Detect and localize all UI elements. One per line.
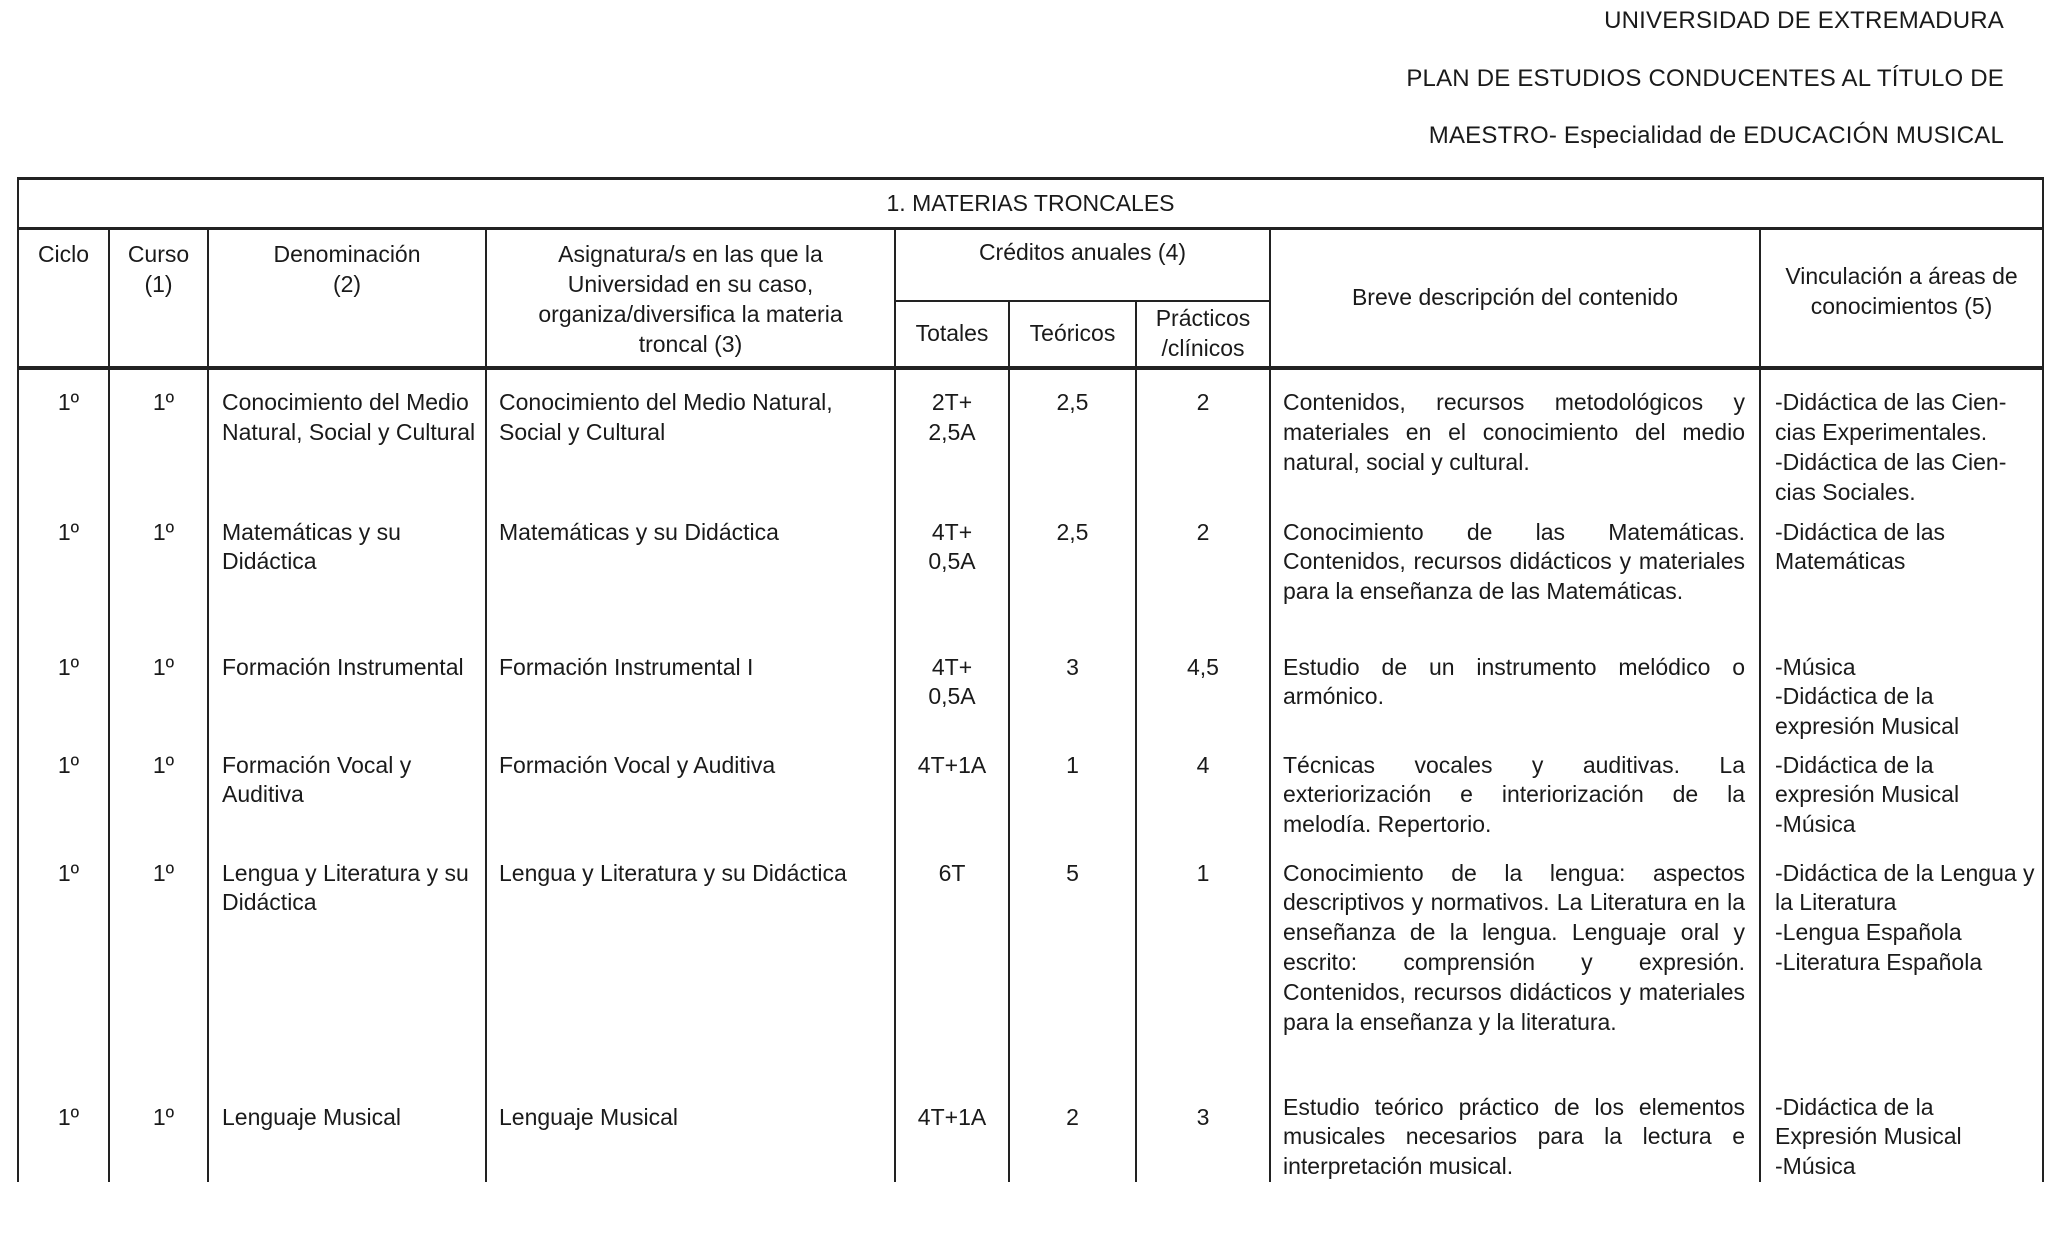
cell-asignatura: Lengua y Literatura y su Didáctica [486, 849, 895, 1083]
cell-curso: 1º [109, 508, 208, 643]
cell-descripcion: Contenidos, recursos metodológicos y materiales en el conocimiento del medio natural, social y cultural. [1270, 368, 1760, 508]
col-header-denominacion [208, 229, 486, 369]
vinculacion-area: -Música [1775, 811, 1856, 838]
cell-asignatura: Matemáticas y su Didáctica [486, 508, 895, 643]
vinculacion-area: -Didáctica de la Expresión Musical [1775, 1093, 1962, 1150]
cell-denominacion: Matemáticas y su Didáctica [208, 508, 486, 643]
cell-descripcion: Estudio de un instrumento melódico o armónico. [1270, 643, 1760, 743]
vinculacion-area: -Música [1775, 653, 1856, 680]
plan-title-line1: PLAN DE ESTUDIOS CONDUCENTES AL TÍTULO DE [1406, 65, 2004, 92]
plan-title-line2: MAESTRO- Especialidad de EDUCACIÓN MUSICAL [1428, 122, 2004, 149]
cell-denominacion: Lenguaje Musical [208, 1083, 486, 1183]
cell-practicos: 2 [1136, 508, 1270, 643]
cell-vinculacion [1760, 1083, 2043, 1183]
cell-practicos: 4 [1136, 743, 1270, 849]
cell-teoricos: 2,5 [1009, 368, 1136, 508]
cell-ciclo: 1º [18, 368, 109, 508]
cell-denominacion: Formación Vocal y Auditiva [208, 743, 486, 849]
table-row [18, 508, 2043, 643]
col-header-practicos: Prácticos /clínicos [1136, 301, 1270, 368]
cell-teoricos: 2,5 [1009, 508, 1136, 643]
col-header-descripcion: Breve descripción del contenido [1270, 229, 1760, 369]
col-header-denominacion-note: (2) [332, 270, 362, 297]
col-header-vinculacion: Vinculación a áreas de conocimientos (5) [1760, 229, 2043, 369]
cell-teoricos: 1 [1009, 743, 1136, 849]
cell-asignatura: Lenguaje Musical [486, 1083, 895, 1183]
cell-practicos: 4,5 [1136, 643, 1270, 743]
vinculacion-area: -Didáctica de las Cien-cias Experimentales. [1775, 389, 2007, 445]
col-header-creditos: Créditos anuales (4) [895, 229, 1270, 302]
vinculacion-area: -Didáctica de la expresión Musical [1775, 751, 1960, 808]
cell-descripcion: Conocimiento de la lengua: aspectos descriptivos y normativos. La Literatura en la enseñanza de la lengua. Lenguaje oral y escrito: comprensión y expresión. Contenidos, recursos didácticos y materiales para la enseñanza y la literatura. [1270, 849, 1760, 1083]
cell-asignatura: Conocimiento del Medio Natural, Social y Cultural [486, 368, 895, 508]
col-header-teoricos: Teóricos [1009, 301, 1136, 368]
table-row [18, 368, 2043, 508]
col-header-curso-note: (1) [144, 270, 173, 297]
table-title: 1. MATERIAS TRONCALES [18, 179, 2043, 229]
cell-vinculacion [1760, 508, 2043, 643]
cell-teoricos: 5 [1009, 849, 1136, 1083]
cell-asignatura: Formación Vocal y Auditiva [486, 743, 895, 849]
col-header-denominacion-label: Denominación [273, 241, 421, 267]
cell-descripcion: Técnicas vocales y auditivas. La exteriorización e interiorización de la melodía. Repertorio. [1270, 743, 1760, 849]
vinculacion-area: -Didáctica de la Lengua y la Literatura [1775, 859, 2035, 916]
col-header-asignatura: Asignatura/s en las que la Universidad en su caso, organiza/diversifica la materia troncal (3) [486, 229, 895, 369]
cell-vinculacion [1760, 743, 2043, 849]
cell-practicos: 3 [1136, 1083, 1270, 1183]
cell-totales: 4T+1A [895, 743, 1009, 849]
cell-asignatura: Formación Instrumental I [486, 643, 895, 743]
cell-totales: 2T+ 2,5A [895, 368, 1009, 508]
cell-denominacion: Formación Instrumental [208, 643, 486, 743]
table-row [18, 743, 2043, 849]
cell-vinculacion [1760, 368, 2043, 508]
table-row [18, 849, 2043, 1083]
cell-ciclo: 1º [18, 643, 109, 743]
col-header-curso-label: Curso [127, 241, 190, 267]
vinculacion-area: -Lengua Española [1775, 919, 1962, 946]
vinculacion-area: -Literatura Española [1775, 949, 1983, 976]
cell-ciclo: 1º [18, 508, 109, 643]
cell-denominacion: Lengua y Literatura y su Didáctica [208, 849, 486, 1083]
cell-teoricos: 3 [1009, 643, 1136, 743]
cell-totales: 6T [895, 849, 1009, 1083]
cell-curso: 1º [109, 1083, 208, 1183]
cell-descripcion: Estudio teórico práctico de los elementos musicales necesarios para la lectura e interpretación musical. [1270, 1083, 1760, 1183]
col-header-curso [109, 229, 208, 369]
col-header-ciclo: Ciclo [18, 229, 109, 369]
cell-totales: 4T+ 0,5A [895, 643, 1009, 743]
cell-curso: 1º [109, 849, 208, 1083]
vinculacion-area: -Música [1775, 1153, 1856, 1180]
cell-teoricos: 2 [1009, 1083, 1136, 1183]
cell-ciclo: 1º [18, 1083, 109, 1183]
cell-denominacion: Conocimiento del Medio Natural, Social y Cultural [208, 368, 486, 508]
cell-totales: 4T+ 0,5A [895, 508, 1009, 643]
cell-vinculacion [1760, 849, 2043, 1083]
cell-vinculacion [1760, 643, 2043, 743]
cell-ciclo: 1º [18, 849, 109, 1083]
cell-totales: 4T+1A [895, 1083, 1009, 1183]
table-row [18, 643, 2043, 743]
cell-practicos: 1 [1136, 849, 1270, 1083]
cell-practicos: 2 [1136, 368, 1270, 508]
cell-descripcion: Conocimiento de las Matemáticas. Contenidos, recursos didácticos y materiales para la enseñanza de las Matemáticas. [1270, 508, 1760, 643]
col-header-totales: Totales [895, 301, 1009, 368]
cell-ciclo: 1º [18, 743, 109, 849]
table-row [18, 1083, 2043, 1183]
cell-curso: 1º [109, 643, 208, 743]
materias-troncales-table [17, 177, 2044, 1182]
vinculacion-area: -Didáctica de las Matemáticas [1775, 518, 1946, 575]
university-name: UNIVERSIDAD DE EXTREMADURA [1604, 7, 2004, 34]
cell-curso: 1º [109, 368, 208, 508]
vinculacion-area: -Didáctica de la expresión Musical [1775, 683, 1960, 740]
vinculacion-area: -Didáctica de las Cien-cias Sociales. [1775, 448, 2007, 505]
cell-curso: 1º [109, 743, 208, 849]
